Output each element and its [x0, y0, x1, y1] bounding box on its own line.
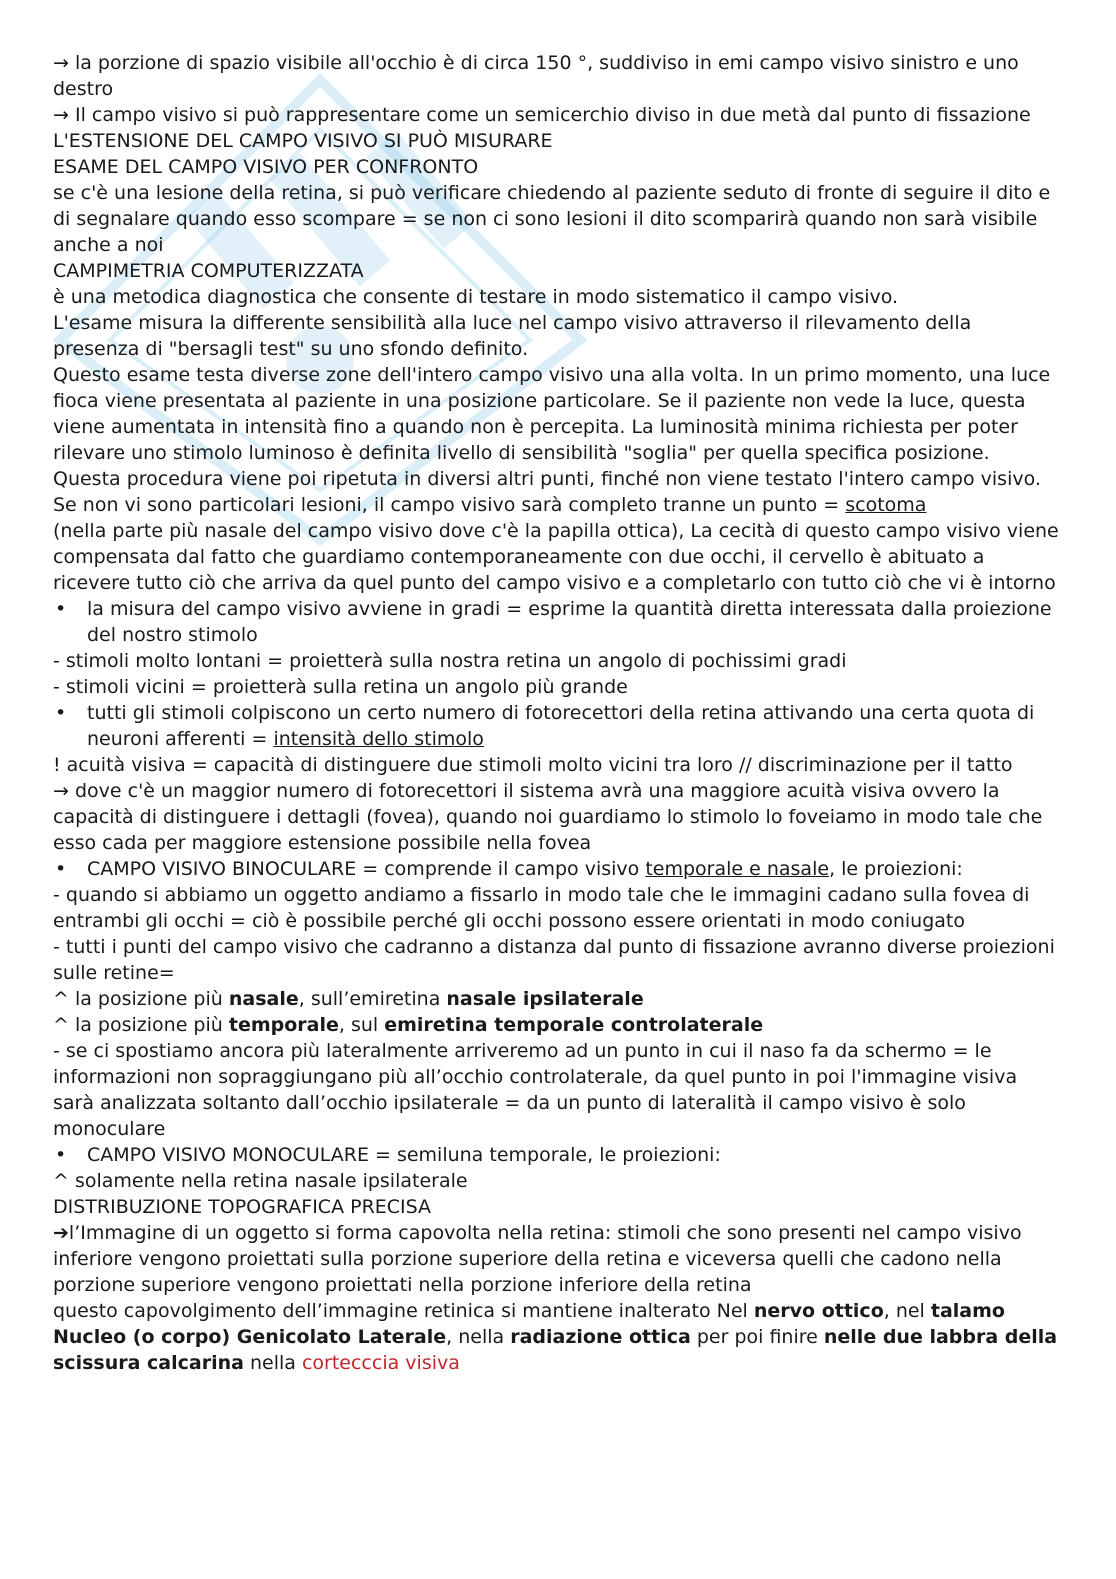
bullet-marker: • — [55, 702, 67, 724]
paragraph — [53, 492, 1063, 518]
text-run: , nel — [883, 1300, 931, 1322]
bullet-marker: • — [55, 858, 67, 880]
dash-item: - stimoli molto lontani = proietterà sulla nostra retina un angolo di pochissimi gradi — [53, 650, 847, 672]
paragraph — [53, 1298, 1063, 1376]
bold-term: nasale — [228, 988, 299, 1010]
text-run: , sul — [338, 1014, 385, 1036]
bold-term: emiretina temporale controlaterale — [384, 1014, 764, 1036]
paragraph: se c'è una lesione della retina, si può verificare chiedendo al paziente seduto di fronte di seguire il dito e di segnalare quando esso scompare = se non ci sono lesioni il dito scomparirà quando non sarà visibile anche a noi — [53, 182, 1051, 256]
text-run: , nella — [446, 1326, 511, 1348]
bullet-text: la misura del campo visivo avviene in gradi = esprime la quantità diretta interessata dalla proiezione del nostro stimolo — [87, 598, 1052, 646]
bullet-item — [53, 856, 1063, 882]
dash-item: - tutti i punti del campo visivo che cadranno a distanza dal punto di fissazione avranno diverse proiezioni sulle retine= — [53, 936, 1055, 984]
section-heading: DISTRIBUZIONE TOPOGRAFICA PRECISA — [53, 1196, 432, 1218]
paragraph: ➔l’Immagine di un oggetto si forma capovolta nella retina: stimoli che sono presenti nel campo visivo inferiore vengono proiettati sulla porzione superiore della retina e viceversa quelli che cadono nella porzione superiore vengono proiettati nella porzione inferiore della retina — [53, 1222, 1022, 1296]
paragraph: è una metodica diagnostica che consente di testare in modo sistematico il campo visivo. — [53, 286, 899, 308]
bold-term: nasale ipsilaterale — [446, 988, 644, 1010]
bullet-marker: • — [55, 1144, 67, 1166]
section-heading: CAMPIMETRIA COMPUTERIZZATA — [53, 260, 364, 282]
bullet-text: CAMPO VISIVO MONOCULARE = semiluna temporale, le proiezioni: — [87, 1144, 721, 1166]
underlined-term: temporale e nasale — [645, 858, 830, 880]
bullet-text — [87, 700, 1063, 752]
caret-item — [53, 986, 1063, 1012]
document-page — [53, 50, 1063, 1376]
text-run: ^ la posizione più — [53, 1014, 229, 1036]
caret-item: ^ solamente nella retina nasale ipsilaterale — [53, 1170, 468, 1192]
text-run: ^ la posizione più — [53, 988, 229, 1010]
text-run: tutti gli stimoli colpiscono un certo numero di fotorecettori della retina attivando una certa quota di neuroni afferenti = — [87, 702, 1035, 750]
underlined-term: scotoma — [845, 494, 927, 516]
bold-term: talamo Nucleo (o corpo) Genicolato Laterale — [53, 1300, 1005, 1348]
bold-term: nervo ottico — [753, 1300, 884, 1322]
text-run: CAMPO VISIVO BINOCULARE = comprende il campo visivo — [87, 858, 646, 880]
red-term: cortecccia visiva — [301, 1352, 460, 1374]
paragraph: L'esame misura la differente sensibilità alla luce nel campo visivo attraverso il rilevamento della presenza di "bersagli test" su uno sfondo definito. — [53, 312, 972, 360]
paragraph: → dove c'è un maggior numero di fotorecettori il sistema avrà una maggiore acuità visiva ovvero la capacità di distinguere i dettagli (fovea), quando noi guardiamo lo stimolo lo foveiamo in modo tale che esso cada per maggiore estensione possibile nella fovea — [53, 780, 1043, 854]
paragraph: Questo esame testa diverse zone dell'intero campo visivo una alla volta. In un primo momento, una luce fioca viene presentata al paziente in una posizione particolare. Se il paziente non vede la luce, questa viene aumentata in intensità fino a quando non è percepita. La luminosità minima richiesta per poter rilevare uno stimolo luminoso è definita livello di sensibilità "soglia" per quella specifica posizione. Questa procedura viene poi ripetuta in diversi altri punti, finché non viene testato l'intero campo visivo. — [53, 364, 1051, 490]
text-run: , le proiezioni: — [829, 858, 963, 880]
paragraph: → Il campo visivo si può rappresentare come un semicerchio diviso in due metà dal punto di fissazione — [53, 104, 1031, 126]
bullet-text — [87, 856, 1063, 882]
paragraph: ! acuità visiva = capacità di distinguere due stimoli molto vicini tra loro // discriminazione per il tatto — [53, 754, 1013, 776]
bold-term: temporale — [228, 1014, 339, 1036]
text-run: per poi finire — [690, 1326, 824, 1348]
dash-item: - se ci spostiamo ancora più lateralmente arriveremo ad un punto in cui il naso fa da schermo = le informazioni non sopraggiungano più all’occhio controlaterale, da quel punto in poi l'immagine visiva sarà analizzata soltanto dall’occhio ipsilaterale = da un punto di lateralità il campo visivo è solo monoculare — [53, 1040, 1018, 1140]
bullet-marker: • — [55, 598, 67, 620]
bold-term: radiazione ottica — [510, 1326, 691, 1348]
section-heading: L'ESTENSIONE DEL CAMPO VISIVO SI PUÒ MISURARE — [53, 130, 553, 152]
bullet-item — [53, 596, 1063, 648]
text-run: , sull’emiretina — [298, 988, 447, 1010]
paragraph: → la porzione di spazio visibile all'occhio è di circa 150 °, suddiviso in emi campo visivo sinistro e uno destro — [53, 52, 1019, 100]
bold-term: nelle due labbra della scissura calcarina — [53, 1326, 1058, 1374]
text-run: Se non vi sono particolari lesioni, il campo visivo sarà completo tranne un punto = — [53, 494, 846, 516]
underlined-term: intensità dello stimolo — [273, 728, 484, 750]
bullet-item — [53, 1142, 1063, 1168]
paragraph: (nella parte più nasale del campo visivo dove c'è la papilla ottica), La cecità di questo campo visivo viene compensata dal fatto che guardiamo contemporaneamente con due occhi, il cervello è abituato a ricevere tutto ciò che arriva da quel punto del campo visivo e a completarlo con tutto ciò che vi è intorno — [53, 520, 1059, 594]
dash-item: - quando si abbiamo un oggetto andiamo a fissarlo in modo tale che le immagini cadano sulla fovea di entrambi gli occhi = ciò è possibile perché gli occhi possono essere orientati in modo coniugato — [53, 884, 1030, 932]
bullet-item — [53, 700, 1063, 752]
text-run: nella — [243, 1352, 302, 1374]
section-heading: ESAME DEL CAMPO VISIVO PER CONFRONTO — [53, 156, 479, 178]
dash-item: - stimoli vicini = proietterà sulla retina un angolo più grande — [53, 676, 628, 698]
caret-item — [53, 1012, 1063, 1038]
text-run: questo capovolgimento dell’immagine retinica si mantiene inalterato Nel — [53, 1300, 754, 1322]
